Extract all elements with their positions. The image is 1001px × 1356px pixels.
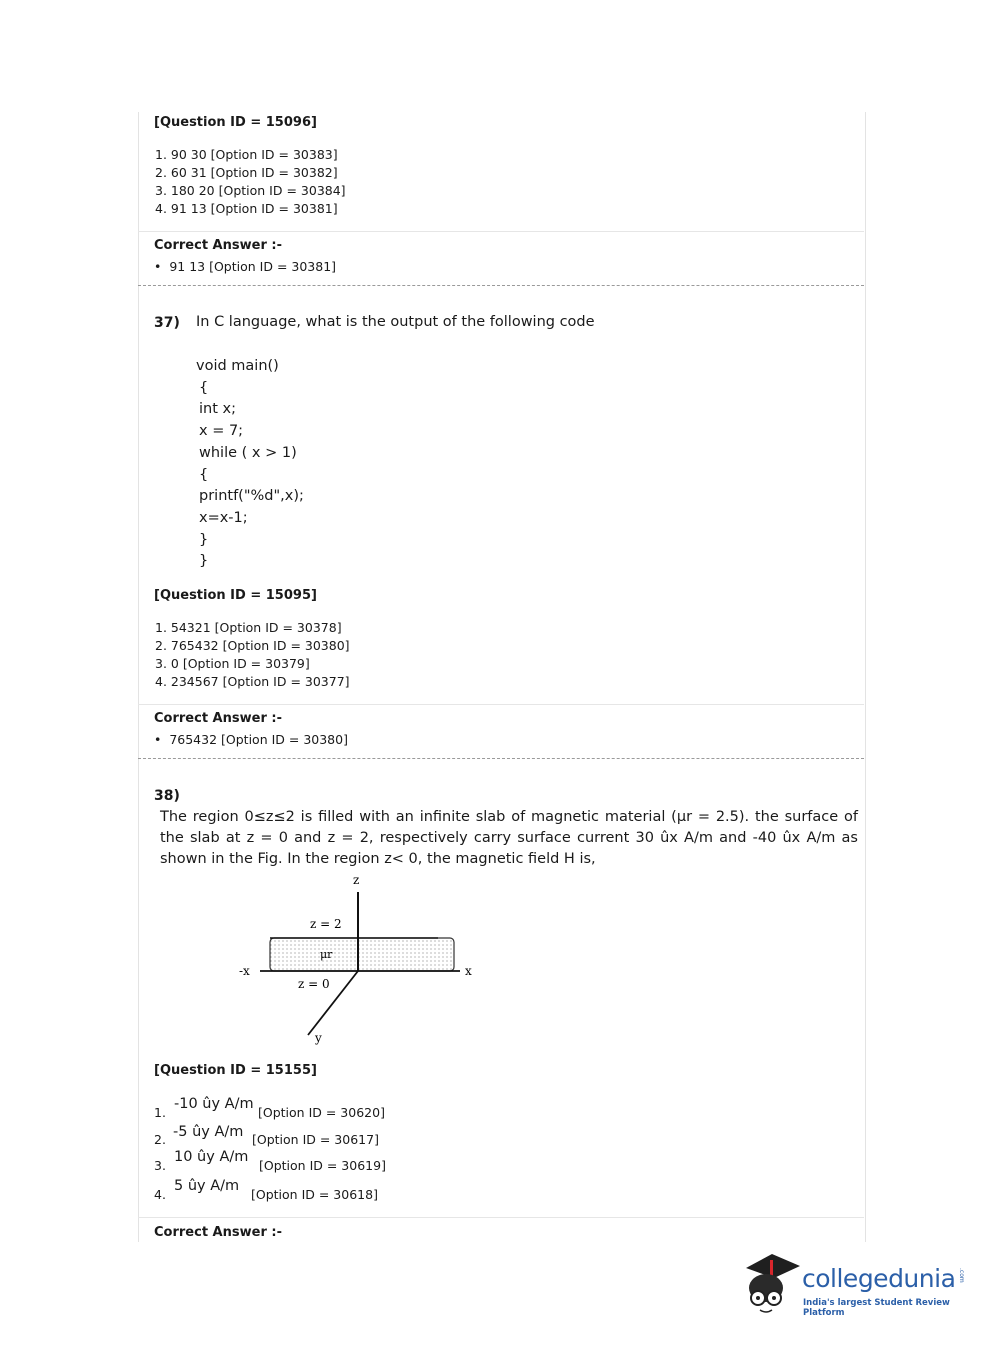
question-id-15096: [Question ID = 15096] — [154, 115, 317, 130]
option-value: 5 ûy A/m — [174, 1178, 240, 1194]
logo-name: collegedunia — [802, 1264, 956, 1293]
code-line: while ( x > 1) — [199, 444, 297, 461]
correct-answer-item — [154, 259, 336, 274]
option-item: 4. 91 13 [Option ID = 30381] — [155, 201, 338, 216]
divider — [138, 704, 864, 705]
label-z0: z = 0 — [298, 977, 330, 991]
code-line: } — [199, 553, 209, 570]
code-line: { — [199, 466, 209, 483]
code-line: } — [199, 531, 209, 548]
dashed-separator — [138, 758, 864, 759]
divider — [138, 231, 864, 232]
code-line: x = 7; — [199, 423, 244, 440]
label-mu: μr — [320, 948, 333, 961]
option-id: [Option ID = 30620] — [258, 1105, 385, 1120]
option-value: 10 ûy A/m — [174, 1149, 249, 1165]
slab-figure — [230, 872, 490, 1052]
question-id-15095: [Question ID = 15095] — [154, 588, 317, 603]
correct-answer-value: 765432 [Option ID = 30380] — [169, 732, 348, 747]
divider — [138, 1217, 864, 1218]
correct-answer-value: 91 13 [Option ID = 30381] — [169, 259, 337, 274]
question-text-38: The region 0≤z≤2 is filled with an infinite slab of magnetic material (μr = 2.5). the surface of the slab at z = 0 and z = 2, respectively carry surface current 30 ûx A/m and -40 ûx A/m as shown in the Fig. In the region z< 0, the magnetic field H is, — [160, 809, 858, 867]
label-x: x — [465, 964, 472, 978]
option-number: 2. — [154, 1132, 166, 1147]
code-line: void main() — [196, 358, 279, 374]
logo-tagline: India's largest Student Review Platform — [803, 1298, 950, 1318]
option-item: 1. 90 30 [Option ID = 30383] — [155, 147, 338, 162]
option-number: 3. — [154, 1158, 166, 1173]
option-number: 4. — [154, 1187, 166, 1202]
question-id-15155: [Question ID = 15155] — [154, 1063, 317, 1078]
option-item: 2. 60 31 [Option ID = 30382] — [155, 165, 338, 180]
correct-answer-item — [154, 732, 348, 747]
code-line: int x; — [199, 401, 236, 418]
option-value: -10 ûy A/m — [174, 1096, 254, 1112]
option-item: 1. 54321 [Option ID = 30378] — [155, 620, 342, 635]
code-line: x=x-1; — [199, 509, 248, 526]
collegedunia-logo — [742, 1250, 972, 1320]
options-list-36 — [155, 146, 346, 218]
option-id: [Option ID = 30617] — [252, 1132, 379, 1147]
label-z: z — [353, 873, 360, 887]
option-id: [Option ID = 30619] — [259, 1158, 386, 1173]
slab-rect — [270, 938, 454, 971]
option-value: -5 ûy A/m — [173, 1124, 244, 1140]
label-y: y — [315, 1031, 322, 1045]
question-number-37: 37) — [154, 315, 180, 331]
label-z2: z = 2 — [310, 917, 342, 931]
correct-answer-label: Correct Answer :- — [154, 1225, 282, 1240]
correct-answer-label: Correct Answer :- — [154, 711, 282, 726]
options-list-37 — [155, 619, 350, 691]
code-line: { — [199, 379, 209, 396]
correct-answer-label: Correct Answer :- — [154, 238, 282, 253]
label-neg-x: -x — [239, 964, 250, 978]
bullet-icon: • — [154, 732, 162, 747]
bullet-icon: • — [154, 259, 162, 274]
mascot-icon — [742, 1250, 802, 1316]
question-number-38: 38) — [154, 788, 180, 804]
logo-suffix: .com — [958, 1268, 965, 1283]
option-number: 1. — [154, 1105, 166, 1120]
option-item: 2. 765432 [Option ID = 30380] — [155, 638, 350, 653]
code-line: printf("%d",x); — [199, 488, 304, 505]
option-id: [Option ID = 30618] — [251, 1187, 378, 1202]
option-item: 3. 180 20 [Option ID = 30384] — [155, 183, 346, 198]
option-item: 4. 234567 [Option ID = 30377] — [155, 674, 350, 689]
code-block — [196, 356, 304, 573]
option-item: 3. 0 [Option ID = 30379] — [155, 656, 310, 671]
question-text-37: In C language, what is the output of the following code — [196, 314, 595, 330]
dashed-separator — [138, 285, 864, 286]
